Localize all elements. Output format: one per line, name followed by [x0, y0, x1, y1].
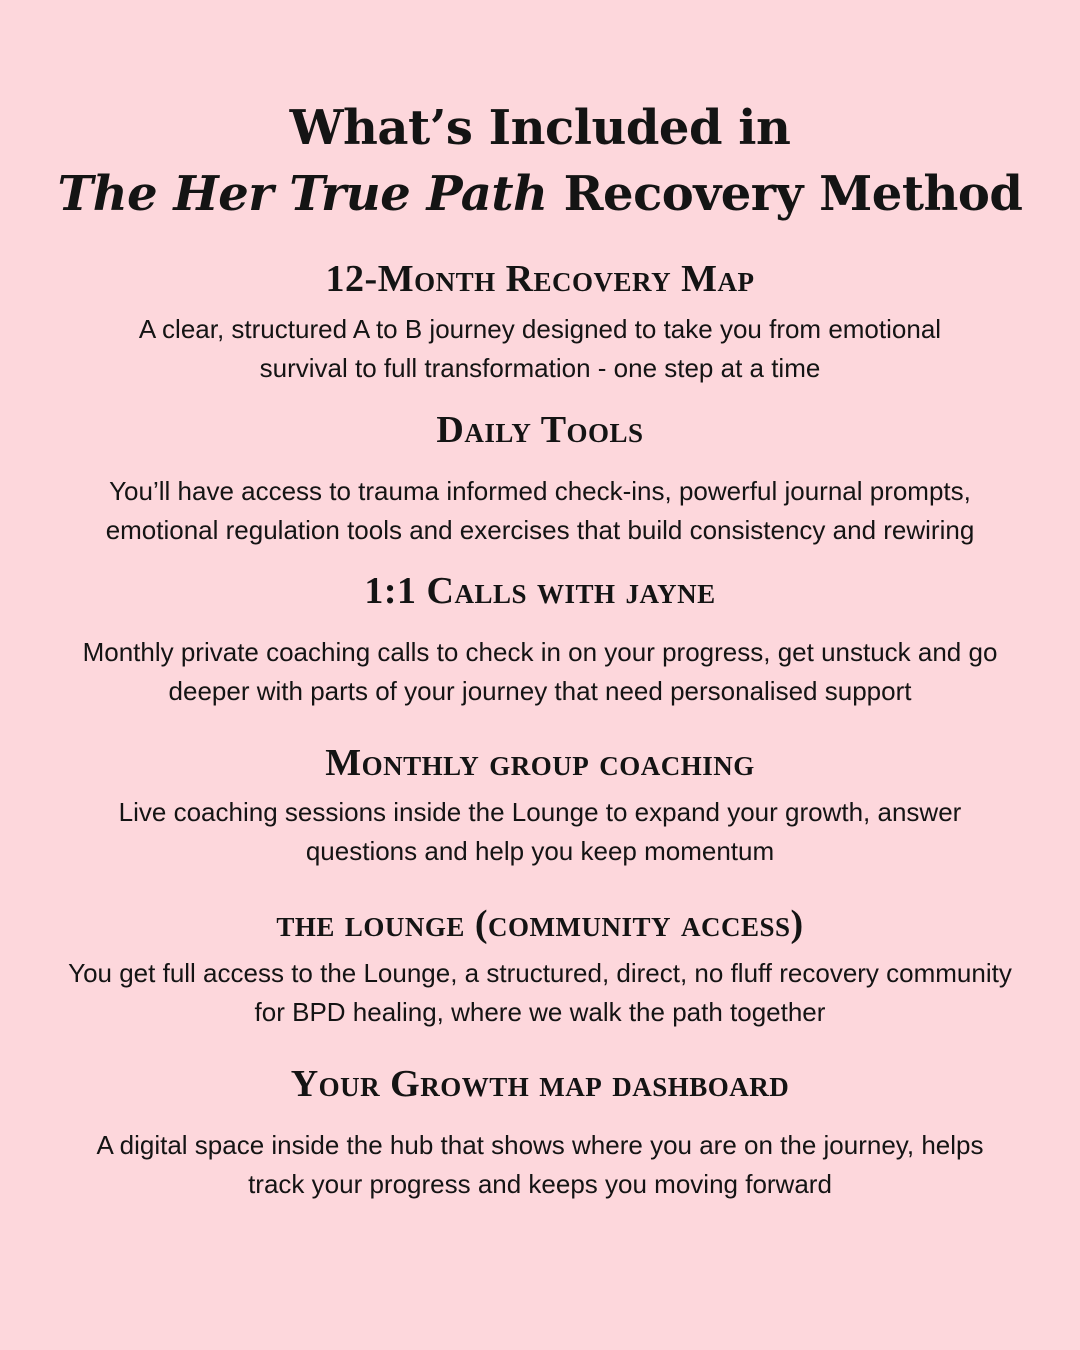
- section-heading-daily-tools: Daily Tools: [436, 409, 644, 451]
- section-body-line: for BPD healing, where we walk the path together: [254, 997, 826, 1027]
- section-body-line: track your progress and keeps you moving forward: [248, 1169, 832, 1199]
- section-body-line: You’ll have access to trauma informed check-ins, powerful journal prompts,: [109, 476, 971, 506]
- section-body-line: You get full access to the Lounge, a structured, direct, no fluff recovery community: [68, 958, 1012, 988]
- section-body-line: deeper with parts of your journey that need personalised support: [168, 676, 912, 706]
- section-body-line: Live coaching sessions inside the Lounge to expand your growth, answer: [118, 797, 962, 827]
- page-title-line1: [0, 100, 1080, 156]
- section-body-growth-map: [0, 1126, 1080, 1204]
- section-heading-lounge: the lounge (community access): [276, 903, 804, 945]
- section-body-line: questions and help you keep momentum: [305, 836, 775, 866]
- section-body-lounge: [0, 954, 1080, 1032]
- page-title-text: What’s Included in: [289, 100, 791, 156]
- section-heading-calls: 1:1 Calls with jayne: [364, 570, 716, 612]
- section-body-line: survival to full transformation - one step at a time: [259, 353, 821, 383]
- section-heading-group-coaching: Monthly group coaching: [325, 742, 755, 784]
- page-title-line2: [0, 166, 1080, 222]
- page-title-suffix: Recovery Method: [547, 166, 1023, 222]
- program-name: The Her True Path: [57, 166, 548, 222]
- section-body-line: A digital space inside the hub that shows where you are on the journey, helps: [96, 1130, 984, 1160]
- section-body-line: A clear, structured A to B journey designed to take you from emotional: [138, 314, 942, 344]
- section-body-group-coaching: [0, 793, 1080, 871]
- section-body-calls: [0, 633, 1080, 711]
- section-body-daily-tools: [0, 472, 1080, 550]
- section-heading-growth-map: Your Growth map dashboard: [290, 1063, 790, 1105]
- section-body-recovery-map: [0, 310, 1080, 388]
- section-heading-recovery-map: 12-Month Recovery Map: [325, 258, 755, 300]
- section-body-line: emotional regulation tools and exercises that build consistency and rewiring: [105, 515, 975, 545]
- section-body-line: Monthly private coaching calls to check in on your progress, get unstuck and go: [82, 637, 998, 667]
